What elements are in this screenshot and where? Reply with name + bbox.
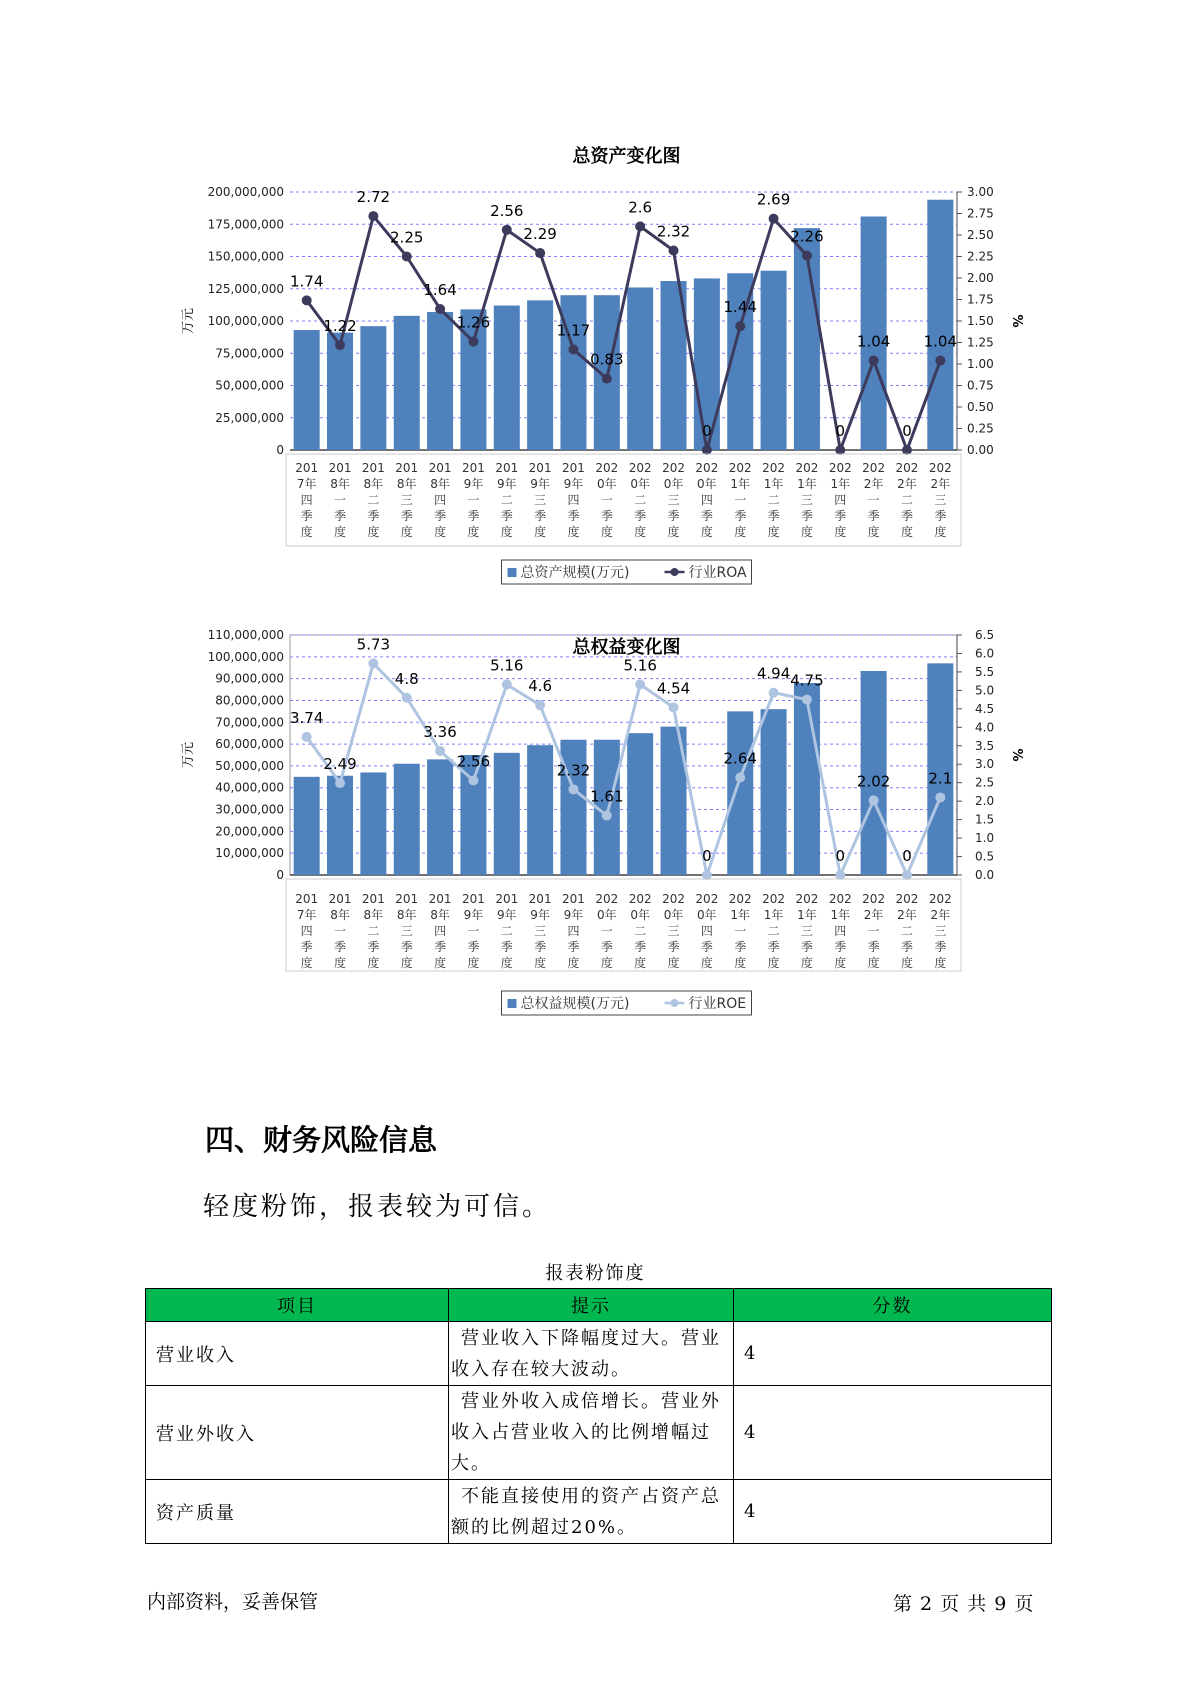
category-label: 202 2年二季度 [895, 892, 919, 970]
y2-tick-label: 0.75 [967, 378, 994, 393]
legend-line-marker [671, 568, 679, 576]
row-hint: 营业外收入成倍增长。营业外收入占营业收入的比例增幅过大。 [449, 1386, 734, 1480]
category-label: 201 8年四季度 [428, 461, 452, 539]
y-tick-label: 200,000,000 [207, 185, 284, 199]
bar-mark [527, 745, 553, 875]
bar-mark [560, 740, 586, 875]
data-label: 0 [702, 422, 712, 440]
y2-tick-label: 3.00 [967, 185, 994, 199]
table-header-row [146, 1289, 1052, 1322]
category-label: 202 0年四季度 [695, 461, 719, 539]
line-point [402, 252, 412, 262]
line-point [302, 732, 312, 742]
category-axis-frame [286, 454, 961, 546]
y2-tick-label: 4.5 [975, 701, 995, 716]
category-label: 202 0年三季度 [662, 892, 685, 970]
line-point [302, 295, 312, 305]
data-label: 2.26 [790, 227, 824, 246]
legend-bar-swatch [508, 568, 517, 577]
data-label: 2.32 [656, 222, 691, 241]
y2-tick-label: 3.5 [975, 738, 995, 753]
table-row [146, 1322, 1052, 1386]
line-point [368, 211, 378, 221]
line-point [468, 337, 478, 347]
data-label: 2.29 [523, 225, 557, 244]
line-point [435, 746, 445, 756]
y2-axis-label: % [1009, 748, 1024, 762]
line-point [802, 695, 812, 705]
bar-mark [294, 330, 320, 450]
section-heading: 四、财务风险信息 [205, 1123, 438, 1157]
data-label: 4.75 [790, 671, 824, 690]
row-item: 营业外收入 [146, 1386, 449, 1480]
row-score: 4 [734, 1322, 1052, 1386]
legend-line-marker [671, 999, 679, 1007]
category-label: 202 1年二季度 [762, 461, 786, 539]
y-tick-label: 0 [276, 443, 284, 457]
data-label: 1.17 [556, 321, 591, 340]
category-label: 202 2年二季度 [895, 461, 919, 539]
y2-tick-label: 1.25 [967, 335, 994, 350]
line-point [635, 221, 645, 231]
category-label: 202 1年四季度 [828, 461, 852, 539]
row-item: 营业收入 [146, 1322, 449, 1386]
category-label: 202 1年一季度 [728, 892, 752, 970]
data-label: 4.8 [394, 669, 419, 688]
category-label: 201 9年四季度 [562, 461, 585, 539]
legend-bar-label: 总权益规模(万元) [520, 996, 630, 1012]
bar-mark [927, 200, 953, 450]
line-point [335, 778, 345, 788]
line-point [502, 679, 512, 689]
row-item: 资产质量 [146, 1480, 449, 1544]
data-label: 0 [702, 847, 712, 865]
y2-tick-label: 1.0 [975, 831, 995, 846]
category-label: 202 2年三季度 [928, 892, 952, 970]
y2-tick-label: 2.75 [967, 206, 994, 221]
header-score: 分数 [734, 1289, 1052, 1322]
y-tick-label: 20,000,000 [215, 824, 284, 839]
data-label: 2.6 [628, 198, 653, 217]
data-label: 4.94 [756, 664, 791, 683]
y2-tick-label: 2.25 [967, 249, 994, 264]
row-hint: 营业收入下降幅度过大。营业收入存在较大波动。 [449, 1322, 734, 1386]
line-point [935, 356, 945, 366]
category-label: 202 2年一季度 [862, 892, 886, 970]
category-label: 201 7年四季度 [295, 461, 319, 539]
category-label: 202 0年四季度 [695, 892, 719, 970]
data-label: 2.64 [723, 749, 757, 768]
y-tick-label: 30,000,000 [215, 802, 284, 817]
bar-mark [527, 300, 553, 450]
category-label: 201 9年三季度 [528, 892, 552, 970]
data-label: 1.64 [423, 280, 457, 299]
y-tick-label: 50,000,000 [215, 758, 284, 773]
row-hint: 不能直接使用的资产占资产总额的比例超过20%。 [449, 1480, 734, 1544]
data-label: 1.44 [723, 298, 757, 317]
line-point [568, 784, 578, 794]
y2-tick-label: 6.0 [975, 646, 995, 661]
data-label: 0 [835, 422, 846, 440]
y-tick-label: 60,000,000 [215, 737, 284, 752]
y-tick-label: 50,000,000 [215, 378, 284, 393]
bar-mark [794, 683, 820, 875]
data-label: 1.04 [923, 332, 958, 351]
y2-tick-label: 4.0 [975, 720, 995, 735]
y-tick-label: 110,000,000 [207, 630, 284, 642]
line-point [535, 700, 545, 710]
y-tick-label: 100,000,000 [207, 314, 284, 328]
data-label: 5.16 [490, 656, 524, 675]
y-axis-label: 万元 [181, 741, 196, 769]
line-point [769, 688, 779, 698]
bar-mark [394, 316, 420, 450]
line-point [935, 792, 945, 802]
line-point [402, 693, 412, 703]
bar-mark [327, 776, 353, 875]
data-label: 2.1 [928, 769, 953, 788]
bar-mark [360, 772, 386, 875]
category-label: 202 0年一季度 [595, 461, 619, 539]
line-point [802, 251, 812, 261]
table-row [146, 1480, 1052, 1544]
data-label: 1.26 [456, 313, 491, 332]
category-label: 202 1年三季度 [795, 461, 819, 539]
legend-bar-swatch [508, 999, 517, 1008]
chart-title: 总权益变化图 [572, 637, 681, 658]
category-label: 201 8年三季度 [395, 461, 419, 539]
category-label: 202 2年一季度 [862, 461, 886, 539]
category-label: 201 8年二季度 [361, 461, 385, 539]
y2-tick-label: 2.5 [975, 775, 995, 790]
data-label: 3.74 [289, 708, 324, 727]
data-label: 4.6 [528, 677, 553, 696]
data-label: 0 [902, 847, 912, 865]
category-label: 201 7年四季度 [295, 892, 319, 970]
data-label: 1.04 [856, 332, 891, 351]
legend-line-label: 行业ROA [688, 565, 747, 581]
category-label: 202 1年一季度 [728, 461, 752, 539]
line-point [769, 214, 779, 224]
y-tick-label: 10,000,000 [215, 846, 284, 861]
y-tick-label: 175,000,000 [207, 217, 284, 232]
data-label: 5.73 [356, 635, 391, 654]
line-point [335, 340, 345, 350]
y2-tick-label: 2.00 [967, 271, 994, 285]
line-point [568, 344, 578, 354]
y-tick-label: 80,000,000 [215, 693, 284, 708]
category-label: 202 1年二季度 [762, 892, 786, 970]
y2-axis-label: % [1009, 314, 1024, 328]
risk-summary: 轻度粉饰，报表较为可信。 [203, 1192, 552, 1222]
category-label: 202 1年三季度 [795, 892, 819, 970]
y2-tick-label: 2.0 [975, 794, 995, 809]
category-label: 201 9年一季度 [461, 892, 485, 970]
data-label: 1.22 [323, 317, 357, 336]
y2-tick-label: 1.00 [967, 357, 994, 371]
data-label: 0 [902, 422, 912, 440]
category-label: 201 8年一季度 [328, 461, 352, 539]
table-row [146, 1386, 1052, 1480]
data-label: 5.16 [623, 656, 657, 675]
y-tick-label: 75,000,000 [215, 346, 284, 361]
line-point [368, 658, 378, 668]
data-label: 1.61 [590, 787, 624, 806]
category-label: 201 9年一季度 [461, 461, 485, 539]
y2-tick-label: 0.00 [967, 443, 994, 457]
bar-mark [394, 764, 420, 875]
category-label: 201 9年四季度 [562, 892, 585, 970]
category-label: 201 8年三季度 [395, 892, 419, 970]
category-label: 201 9年二季度 [495, 461, 519, 539]
y2-tick-label: 3.0 [975, 757, 995, 772]
y2-tick-label: 1.50 [967, 314, 994, 328]
category-label: 202 0年一季度 [595, 892, 619, 970]
y2-tick-label: 0.0 [975, 868, 995, 882]
line-point [468, 775, 478, 785]
whitewash-table [145, 1288, 1052, 1544]
line-point [669, 702, 679, 712]
category-label: 202 0年二季度 [628, 892, 652, 970]
line-point [602, 811, 612, 821]
data-label: 0 [835, 847, 846, 865]
chart-title: 总资产变化图 [572, 146, 681, 167]
y2-tick-label: 2.50 [967, 228, 994, 242]
category-label: 201 9年二季度 [495, 892, 519, 970]
line-point [669, 245, 679, 255]
line-point [869, 356, 879, 366]
y2-tick-label: 1.5 [975, 812, 995, 827]
y-axis-label: 万元 [181, 307, 196, 335]
bar-mark [761, 271, 787, 450]
bar-mark [360, 326, 386, 450]
y2-tick-label: 0.25 [967, 421, 994, 436]
bar-mark [560, 295, 586, 450]
y2-tick-label: 1.75 [967, 292, 994, 307]
y2-tick-label: 5.5 [975, 664, 995, 679]
category-label: 201 8年一季度 [328, 892, 352, 970]
data-label: 1.74 [289, 272, 324, 291]
y-tick-label: 90,000,000 [215, 671, 284, 686]
data-label: 2.25 [390, 228, 424, 247]
line-point [502, 225, 512, 235]
legend-bar-label: 总资产规模(万元) [520, 565, 630, 581]
bar-mark [294, 777, 320, 875]
header-item: 项目 [146, 1289, 449, 1322]
data-label: 3.36 [423, 722, 457, 741]
y-tick-label: 25,000,000 [215, 410, 284, 425]
footer-confidential: 内部资料，妥善保管 [147, 1591, 319, 1613]
bar-mark [727, 711, 753, 875]
y-tick-label: 40,000,000 [215, 780, 284, 795]
category-label: 202 1年四季度 [828, 892, 852, 970]
data-label: 2.72 [356, 188, 391, 207]
y2-tick-label: 6.5 [975, 630, 995, 642]
category-label: 201 9年三季度 [528, 461, 552, 539]
total-assets-chart [0, 130, 1191, 590]
bar-mark [627, 733, 653, 875]
table-caption: 报表粉饰度 [545, 1263, 646, 1284]
y-tick-label: 150,000,000 [207, 249, 284, 264]
header-hint: 提示 [449, 1289, 734, 1322]
line-point [735, 773, 745, 783]
data-label: 2.56 [490, 201, 524, 220]
y-tick-label: 70,000,000 [215, 715, 284, 730]
category-label: 202 2年三季度 [928, 461, 952, 539]
category-axis-frame [286, 879, 961, 971]
data-label: 2.69 [756, 190, 791, 209]
category-label: 201 8年二季度 [361, 892, 385, 970]
bar-mark [761, 709, 787, 875]
bar-mark [427, 312, 453, 450]
category-label: 202 0年三季度 [662, 461, 685, 539]
bar-mark [494, 753, 520, 875]
line-point [435, 304, 445, 314]
category-label: 201 8年四季度 [428, 892, 452, 970]
data-label: 2.56 [456, 752, 491, 771]
bar-mark [627, 287, 653, 450]
y2-tick-label: 5.0 [975, 683, 995, 698]
y2-tick-label: 0.5 [975, 849, 995, 864]
footer-page-number: 第 2 页 共 9 页 [893, 1593, 1035, 1615]
y-tick-label: 100,000,000 [207, 649, 284, 664]
total-equity-chart [0, 630, 1191, 1090]
bar-mark [427, 759, 453, 875]
y-tick-label: 0 [276, 868, 284, 882]
category-label: 202 0年二季度 [628, 461, 652, 539]
legend-line-label: 行业ROE [688, 996, 747, 1012]
line-point [735, 321, 745, 331]
bar-mark [327, 333, 353, 450]
line-point [635, 679, 645, 689]
data-label: 2.49 [323, 755, 357, 774]
line-point [602, 374, 612, 384]
bar-mark [494, 306, 520, 450]
row-score: 4 [734, 1480, 1052, 1544]
y-tick-label: 125,000,000 [207, 281, 284, 296]
data-label: 4.54 [656, 679, 691, 698]
y2-tick-label: 0.50 [967, 400, 994, 414]
line-point [869, 795, 879, 805]
row-score: 4 [734, 1386, 1052, 1480]
data-label: 0.83 [590, 350, 624, 369]
line-point [535, 248, 545, 258]
data-label: 2.32 [556, 761, 591, 780]
data-label: 2.02 [856, 772, 891, 791]
